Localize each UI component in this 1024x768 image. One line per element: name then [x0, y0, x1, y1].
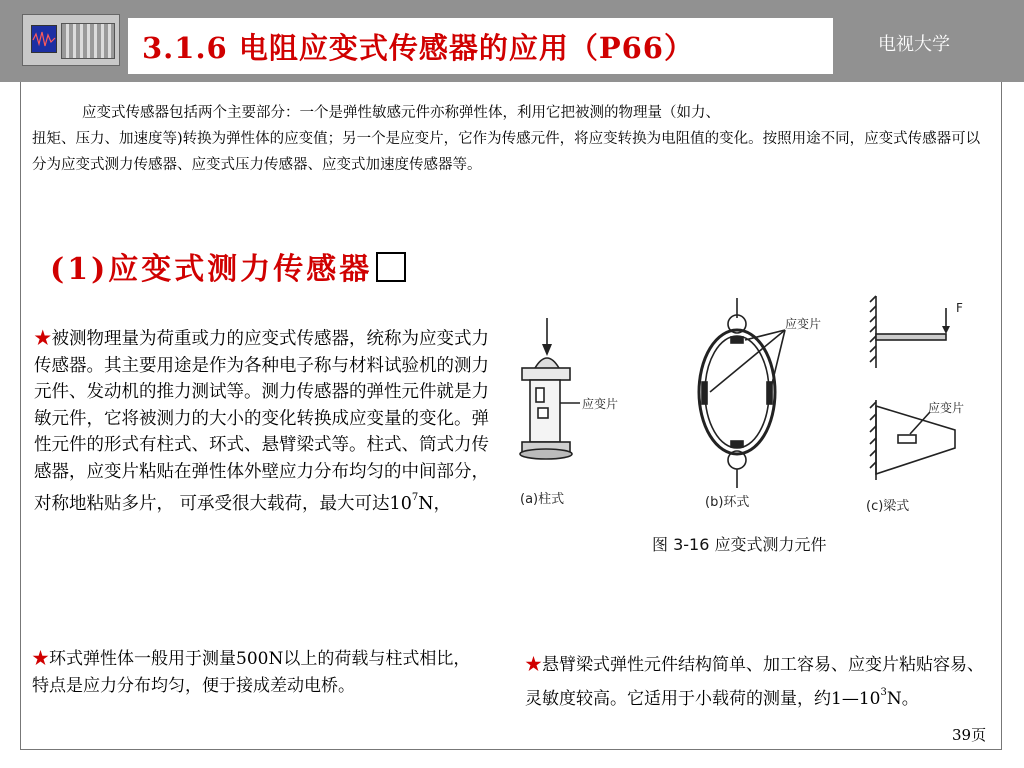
- intro-paragraph: [32, 100, 982, 178]
- page-number: 39页: [952, 726, 987, 744]
- force-element-figure: [500, 288, 1000, 573]
- caption-a: (a)柱式: [520, 492, 565, 507]
- gauge-label-c: 应变片: [928, 401, 965, 415]
- caption-c: (c)梁式: [866, 499, 910, 514]
- force-sensor-paragraph: [34, 326, 496, 518]
- ring-element-drawing: [699, 298, 785, 488]
- paragraph-text: 环式弹性体一般用于测量500N以上的荷载与柱式相比，特点是应力分布均匀，便于接成差动电桥。: [32, 649, 471, 696]
- instrument-logo-icon: [22, 14, 120, 66]
- university-label: 电视大学: [878, 34, 950, 55]
- exponent: 3: [880, 687, 887, 698]
- gauge-label-b: 应变片: [785, 317, 822, 331]
- exponent: 7: [411, 492, 419, 503]
- checkbox-square-icon: [376, 252, 406, 282]
- section-title: (1)应变式测力传感器: [50, 252, 373, 287]
- cantilever-beam-drawing: [870, 296, 955, 480]
- oscilloscope-screen-icon: [31, 25, 57, 53]
- paragraph-text: 被测物理量为荷重或力的应变式传感器，统称为应变式力传感器。其主要用途是作为各种电子称与材料试验机的测力元件、发动机的推力测试等。测力传感器的弹性元件就是力敏元件，它将被测力的大小的变化转换成应变量的变化。弹性元件的形式有柱式、环式、悬臂梁式等。柱式、筒式力传感器，应变片粘贴在弹性体外壁应力分布均匀的中间部分，对称地粘贴多片， 可承受很大载荷，最大可达10: [34, 329, 489, 514]
- column-element-drawing: [520, 318, 580, 459]
- gauge-label-a: 应变片: [582, 397, 619, 411]
- intro-first-line: 应变式传感器包括两个主要部分：一个是弹性敏感元件亦称弹性体，利用它把被测的物理量（如力、: [82, 105, 720, 121]
- star-bullet-icon: ★: [34, 329, 52, 349]
- intro-rest: 扭矩、压力、加速度等)转换为弹性体的应变值；另一个是应变片，它作为传感元件，将应变转换为电阻值的变化。按照用途不同，应变式传感器可以分为应变式测力传感器、应变式压力传感器、应变式加速度传感器等。: [32, 131, 981, 173]
- section-heading: [50, 244, 406, 288]
- caption-b: (b)环式: [705, 495, 750, 510]
- paragraph-end: N。: [886, 689, 919, 709]
- force-label: F: [956, 301, 963, 315]
- slide-title: 3.1.6 电阻应变式传感器的应用（P66）: [142, 31, 694, 65]
- star-bullet-icon: ★: [525, 655, 542, 675]
- paragraph-text: 悬臂梁式弹性元件结构简单、加工容易、应变片粘贴容易、灵敏度较高。它适用于小载荷的测量，约1—10: [525, 655, 984, 709]
- paragraph-end: N，: [418, 494, 452, 514]
- keypad-icon: [61, 23, 115, 59]
- ring-element-paragraph: [32, 646, 487, 700]
- figure-caption: 图 3-16 应变式测力元件: [652, 535, 827, 554]
- star-bullet-icon: ★: [32, 649, 49, 669]
- cantilever-paragraph: [525, 652, 985, 713]
